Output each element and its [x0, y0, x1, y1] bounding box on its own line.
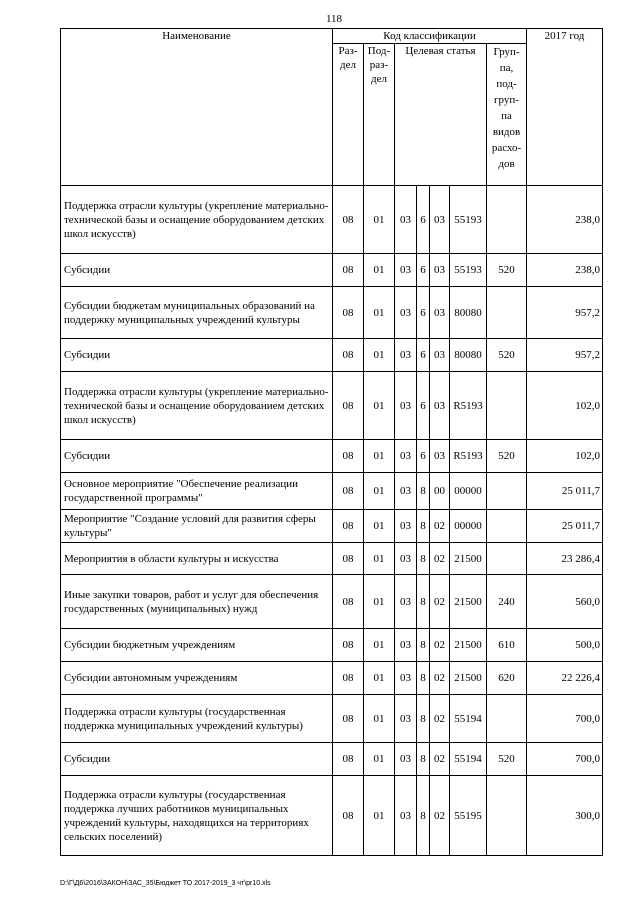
row-activity-code: 03: [430, 372, 450, 440]
row-section: 08: [333, 510, 364, 543]
header-target-article: Целевая статья: [395, 44, 487, 186]
row-name: Субсидии: [61, 254, 333, 287]
row-section: 08: [333, 662, 364, 695]
row-direction-code: 21500: [450, 662, 487, 695]
row-subsection: 01: [364, 473, 395, 510]
row-amount: 957,2: [527, 339, 603, 372]
row-subsection: 01: [364, 186, 395, 254]
row-activity-code: 02: [430, 575, 450, 629]
header-name: Наименование: [61, 29, 333, 186]
row-program-code: 03: [395, 372, 417, 440]
row-section: 08: [333, 440, 364, 473]
row-subprogram-code: 8: [417, 575, 430, 629]
row-subsection: 01: [364, 776, 395, 856]
row-amount: 102,0: [527, 440, 603, 473]
row-expense-type: 240: [487, 575, 527, 629]
row-program-code: 03: [395, 662, 417, 695]
table-row: [61, 776, 603, 856]
budget-table: [60, 28, 603, 856]
header-section: Раз- дел: [333, 44, 364, 186]
row-direction-code: 00000: [450, 510, 487, 543]
row-subsection: 01: [364, 372, 395, 440]
row-activity-code: 03: [430, 254, 450, 287]
row-direction-code: 21500: [450, 575, 487, 629]
row-subprogram-code: 6: [417, 287, 430, 339]
table-row: [61, 743, 603, 776]
row-amount: 22 226,4: [527, 662, 603, 695]
row-section: 08: [333, 543, 364, 575]
row-program-code: 03: [395, 287, 417, 339]
row-expense-type: [487, 186, 527, 254]
table-row: [61, 186, 603, 254]
row-expense-type: [487, 372, 527, 440]
row-name: Поддержка отрасли культуры (укрепление материально-технической базы и оснащение оборудованием детских школ искусств): [61, 186, 333, 254]
row-expense-type: 520: [487, 440, 527, 473]
row-direction-code: 55193: [450, 254, 487, 287]
row-amount: 23 286,4: [527, 543, 603, 575]
row-subprogram-code: 6: [417, 186, 430, 254]
row-section: 08: [333, 186, 364, 254]
table-row: [61, 543, 603, 575]
row-section: 08: [333, 473, 364, 510]
row-activity-code: 02: [430, 776, 450, 856]
row-name: Субсидии бюджетам муниципальных образований на поддержку муниципальных учреждений культуры: [61, 287, 333, 339]
row-subsection: 01: [364, 629, 395, 662]
row-amount: 102,0: [527, 372, 603, 440]
row-expense-type: 620: [487, 662, 527, 695]
row-subprogram-code: 8: [417, 776, 430, 856]
row-program-code: 03: [395, 575, 417, 629]
row-subprogram-code: 6: [417, 440, 430, 473]
row-expense-type: [487, 473, 527, 510]
row-subprogram-code: 6: [417, 254, 430, 287]
row-expense-type: [487, 510, 527, 543]
row-direction-code: 21500: [450, 629, 487, 662]
row-program-code: 03: [395, 186, 417, 254]
row-section: 08: [333, 372, 364, 440]
header-expense-group: Груп- па, под- груп- па видов расхо- дов: [487, 44, 527, 186]
table-row: [61, 473, 603, 510]
row-amount: 700,0: [527, 743, 603, 776]
row-subsection: 01: [364, 287, 395, 339]
table-row: [61, 575, 603, 629]
row-direction-code: R5193: [450, 440, 487, 473]
table-row: [61, 372, 603, 440]
row-expense-type: [487, 695, 527, 743]
row-name: Субсидии автономным учреждениям: [61, 662, 333, 695]
header-subsection: Под- раз- дел: [364, 44, 395, 186]
table-body: [61, 186, 603, 856]
row-expense-type: [487, 776, 527, 856]
row-section: 08: [333, 575, 364, 629]
row-subsection: 01: [364, 575, 395, 629]
row-activity-code: 02: [430, 543, 450, 575]
row-name: Основное мероприятие "Обеспечение реализации государственной программы": [61, 473, 333, 510]
row-program-code: 03: [395, 776, 417, 856]
row-expense-type: [487, 543, 527, 575]
row-amount: 700,0: [527, 695, 603, 743]
row-program-code: 03: [395, 743, 417, 776]
table-row: [61, 662, 603, 695]
row-amount: 25 011,7: [527, 510, 603, 543]
row-program-code: 03: [395, 510, 417, 543]
row-subprogram-code: 8: [417, 629, 430, 662]
row-direction-code: 80080: [450, 339, 487, 372]
row-subsection: 01: [364, 662, 395, 695]
row-expense-type: 520: [487, 339, 527, 372]
row-subprogram-code: 8: [417, 662, 430, 695]
row-direction-code: 21500: [450, 543, 487, 575]
table-row: [61, 510, 603, 543]
row-amount: 238,0: [527, 254, 603, 287]
row-subsection: 01: [364, 510, 395, 543]
row-subsection: 01: [364, 339, 395, 372]
row-program-code: 03: [395, 254, 417, 287]
row-name: Мероприятие "Создание условий для развития сферы культуры": [61, 510, 333, 543]
row-subprogram-code: 8: [417, 695, 430, 743]
table-row: [61, 695, 603, 743]
row-expense-type: 520: [487, 743, 527, 776]
row-amount: 957,2: [527, 287, 603, 339]
row-section: 08: [333, 776, 364, 856]
row-activity-code: 02: [430, 629, 450, 662]
row-activity-code: 02: [430, 662, 450, 695]
table-row: [61, 339, 603, 372]
row-subsection: 01: [364, 743, 395, 776]
row-direction-code: 55195: [450, 776, 487, 856]
row-activity-code: 02: [430, 510, 450, 543]
row-subprogram-code: 8: [417, 510, 430, 543]
table-row: [61, 254, 603, 287]
header-year: 2017 год: [527, 29, 603, 186]
row-section: 08: [333, 339, 364, 372]
row-subprogram-code: 6: [417, 372, 430, 440]
row-direction-code: 55194: [450, 743, 487, 776]
row-program-code: 03: [395, 629, 417, 662]
row-program-code: 03: [395, 339, 417, 372]
row-section: 08: [333, 629, 364, 662]
row-section: 08: [333, 287, 364, 339]
row-program-code: 03: [395, 695, 417, 743]
row-direction-code: 55194: [450, 695, 487, 743]
row-subsection: 01: [364, 543, 395, 575]
row-activity-code: 02: [430, 743, 450, 776]
file-path-footer: D:\Г\Д6\2016\ЗАКОН\ЗАС_35\Бюджет ТО 2017-2019_3 чт\pr10.xls: [60, 880, 271, 887]
row-subprogram-code: 6: [417, 339, 430, 372]
row-section: 08: [333, 254, 364, 287]
row-subprogram-code: 8: [417, 743, 430, 776]
row-amount: 238,0: [527, 186, 603, 254]
row-expense-type: [487, 287, 527, 339]
row-activity-code: 00: [430, 473, 450, 510]
row-name: Поддержка отрасли культуры (государственная поддержка муниципальных учреждений культуры): [61, 695, 333, 743]
row-activity-code: 03: [430, 186, 450, 254]
table-row: [61, 629, 603, 662]
row-activity-code: 03: [430, 440, 450, 473]
row-direction-code: 55193: [450, 186, 487, 254]
row-subsection: 01: [364, 440, 395, 473]
row-name: Субсидии: [61, 440, 333, 473]
table-row: [61, 287, 603, 339]
row-direction-code: 00000: [450, 473, 487, 510]
row-subsection: 01: [364, 254, 395, 287]
row-subsection: 01: [364, 695, 395, 743]
row-amount: 300,0: [527, 776, 603, 856]
header-classification: Код классификации: [333, 29, 527, 44]
row-name: Субсидии бюджетным учреждениям: [61, 629, 333, 662]
row-activity-code: 03: [430, 287, 450, 339]
row-activity-code: 03: [430, 339, 450, 372]
row-name: Иные закупки товаров, работ и услуг для обеспечения государственных (муниципальных) нужд: [61, 575, 333, 629]
row-section: 08: [333, 743, 364, 776]
row-activity-code: 02: [430, 695, 450, 743]
row-amount: 500,0: [527, 629, 603, 662]
page-number: 118: [325, 13, 343, 25]
row-section: 08: [333, 695, 364, 743]
row-expense-type: 610: [487, 629, 527, 662]
row-program-code: 03: [395, 440, 417, 473]
row-name: Поддержка отрасли культуры (государственная поддержка лучших работников муниципальных учреждений культуры, находящихся на территориях сельских поселений): [61, 776, 333, 856]
row-subprogram-code: 8: [417, 473, 430, 510]
row-amount: 25 011,7: [527, 473, 603, 510]
row-name: Субсидии: [61, 743, 333, 776]
row-program-code: 03: [395, 543, 417, 575]
row-direction-code: R5193: [450, 372, 487, 440]
row-subprogram-code: 8: [417, 543, 430, 575]
row-name: Субсидии: [61, 339, 333, 372]
row-name: Поддержка отрасли культуры (укрепление материально-технической базы и оснащение оборудованием детских школ искусств): [61, 372, 333, 440]
row-direction-code: 80080: [450, 287, 487, 339]
row-amount: 560,0: [527, 575, 603, 629]
row-program-code: 03: [395, 473, 417, 510]
row-name: Мероприятия в области культуры и искусства: [61, 543, 333, 575]
row-expense-type: 520: [487, 254, 527, 287]
table-row: [61, 440, 603, 473]
